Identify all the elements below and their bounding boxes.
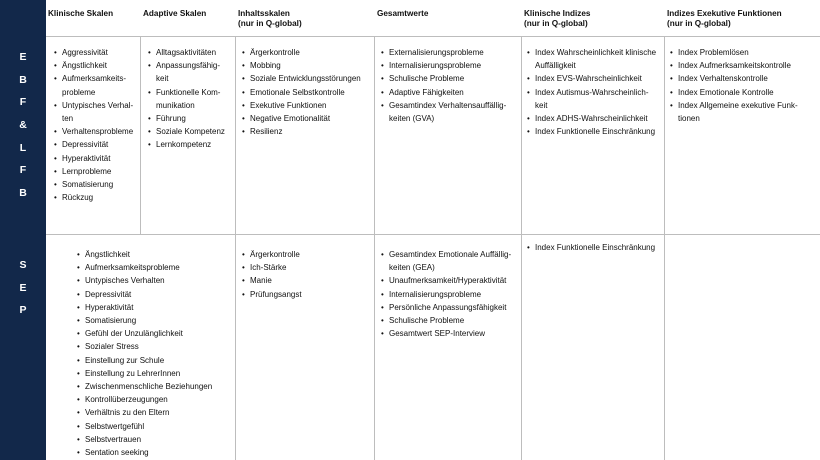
list-item: • Index EVS-Wahrscheinlichkeit [527,72,663,85]
list-item: • Aufmerksamkeitsprobleme [77,261,233,274]
list-item: • Hyperaktivität [77,301,233,314]
list-item: • Index Allgemeine exekutive Funk- tionen [670,99,818,125]
list-item: • Lernprobleme [54,165,140,178]
list-item: • Somatisierung [54,178,140,191]
list-item: • Kontrollüberzeugungen [77,393,233,406]
list-item: • Einstellung zur Schule [77,354,233,367]
header-gesamtwerte: Gesamtwerte [377,9,429,18]
list-adaptive-skalen [148,46,234,152]
list-klinische-indizes [527,46,663,138]
column-divider-5 [664,36,665,460]
list-item: • Untypisches Verhal- ten [54,99,140,125]
header-klinische-indizes: Klinische Indizes (nur in Q-global) [524,9,591,29]
section-label-ebf-lfb: E B F & L F B [19,51,27,199]
list-item: • Depressivität [77,288,233,301]
sidebar-band [0,0,46,460]
list-item: • Mobbing [242,59,372,72]
list-item: • Externalisierungsprobleme [381,46,519,59]
list-item: • Gefühl der Unzulänglichkeit [77,327,233,340]
list-item: • Index ADHS-Wahrscheinlichkeit [527,112,663,125]
column-divider-1 [140,36,141,234]
list-item: • Manie [242,274,372,287]
list-item: • Selbstwertgefühl [77,420,233,433]
list-item: • Unaufmerksamkeit/Hyperaktivität [381,274,519,287]
section-label-sep: S E P [19,259,27,317]
list-item: • Emotionale Selbstkontrolle [242,86,372,99]
list-item: • Index Emotionale Kontrolle [670,86,818,99]
list-item: • Selbstvertrauen [77,433,233,446]
list-item: • Alltagsaktivitäten [148,46,234,59]
list-item: • Persönliche Anpassungsfähigkeit [381,301,519,314]
list-item: • Exekutive Funktionen [242,99,372,112]
list-indizes-exekutive-funktionen [670,46,818,125]
list-item: • Lernkompetenz [148,138,234,151]
list-item: • Untypisches Verhalten [77,274,233,287]
header-adaptive-skalen: Adaptive Skalen [143,9,207,18]
list-item: • Rückzug [54,191,140,204]
column-divider-2 [235,36,236,460]
list-item: • Führung [148,112,234,125]
list-item: • Funktionelle Kom- munikation [148,86,234,112]
list-sep-klinische-indizes [527,241,663,254]
list-item: • Adaptive Fähigkeiten [381,86,519,99]
list-item: • Ängstlichkeit [77,248,233,261]
list-item: • Schulische Probleme [381,314,519,327]
list-item: • Sentation seeking [77,446,233,459]
list-item: • Zwischenmenschliche Beziehungen [77,380,233,393]
list-item: • Sozialer Stress [77,340,233,353]
list-item: • Aufmerksamkeits- probleme [54,72,140,98]
list-item: • Soziale Entwicklungsstörungen [242,72,372,85]
list-item: • Index Verhaltenskontrolle [670,72,818,85]
list-item: • Somatisierung [77,314,233,327]
list-item: • Index Funktionelle Einschränkung [527,125,663,138]
list-item: • Resilienz [242,125,372,138]
list-item: • Internalisierungsprobleme [381,59,519,72]
list-item: • Gesamtindex Verhaltensauffällig- keiten (GVA) [381,99,519,125]
list-item: • Negative Emotionalität [242,112,372,125]
header-inhaltsskalen: Inhaltsskalen (nur in Q-global) [238,9,302,29]
list-sep-gesamtwerte [381,248,519,340]
row-divider [46,234,820,235]
list-inhaltsskalen [242,46,372,138]
list-item: • Index Problemlösen [670,46,818,59]
list-item: • Index Aufmerksamkeitskontrolle [670,59,818,72]
list-item: • Depressivität [54,138,140,151]
list-item: • Einstellung zu LehrerInnen [77,367,233,380]
header-divider [46,36,820,37]
list-item: • Gesamtwert SEP-Interview [381,327,519,340]
list-item: • Hyperaktivität [54,152,140,165]
column-divider-4 [521,36,522,460]
list-item: • Index Wahrscheinlichkeit klinische Auffälligkeit [527,46,663,72]
column-divider-3 [374,36,375,460]
list-item: • Ärgerkontrolle [242,248,372,261]
list-sep-skalen [77,248,233,459]
list-item: • Index Funktionelle Einschränkung [527,241,663,254]
list-item: • Schulische Probleme [381,72,519,85]
list-item: • Aggressivität [54,46,140,59]
list-item: • Ärgerkontrolle [242,46,372,59]
list-item: • Ich-Stärke [242,261,372,274]
header-indizes-exekutive-funktionen: Indizes Exekutive Funktionen (nur in Q-global) [667,9,782,29]
list-item: • Verhaltensprobleme [54,125,140,138]
list-item: • Ängstlichkeit [54,59,140,72]
list-item: • Index Autismus-Wahrscheinlich- keit [527,86,663,112]
list-sep-inhaltsskalen [242,248,372,301]
list-item: • Prüfungsangst [242,288,372,301]
list-klinische-skalen [54,46,140,204]
list-item: • Gesamtindex Emotionale Auffällig- keiten (GEA) [381,248,519,274]
header-klinische-skalen: Klinische Skalen [48,9,114,18]
list-gesamtwerte [381,46,519,125]
list-item: • Anpassungsfähig- keit [148,59,234,85]
list-item: • Verhältnis zu den Eltern [77,406,233,419]
list-item: • Soziale Kompetenz [148,125,234,138]
list-item: • Internalisierungsprobleme [381,288,519,301]
